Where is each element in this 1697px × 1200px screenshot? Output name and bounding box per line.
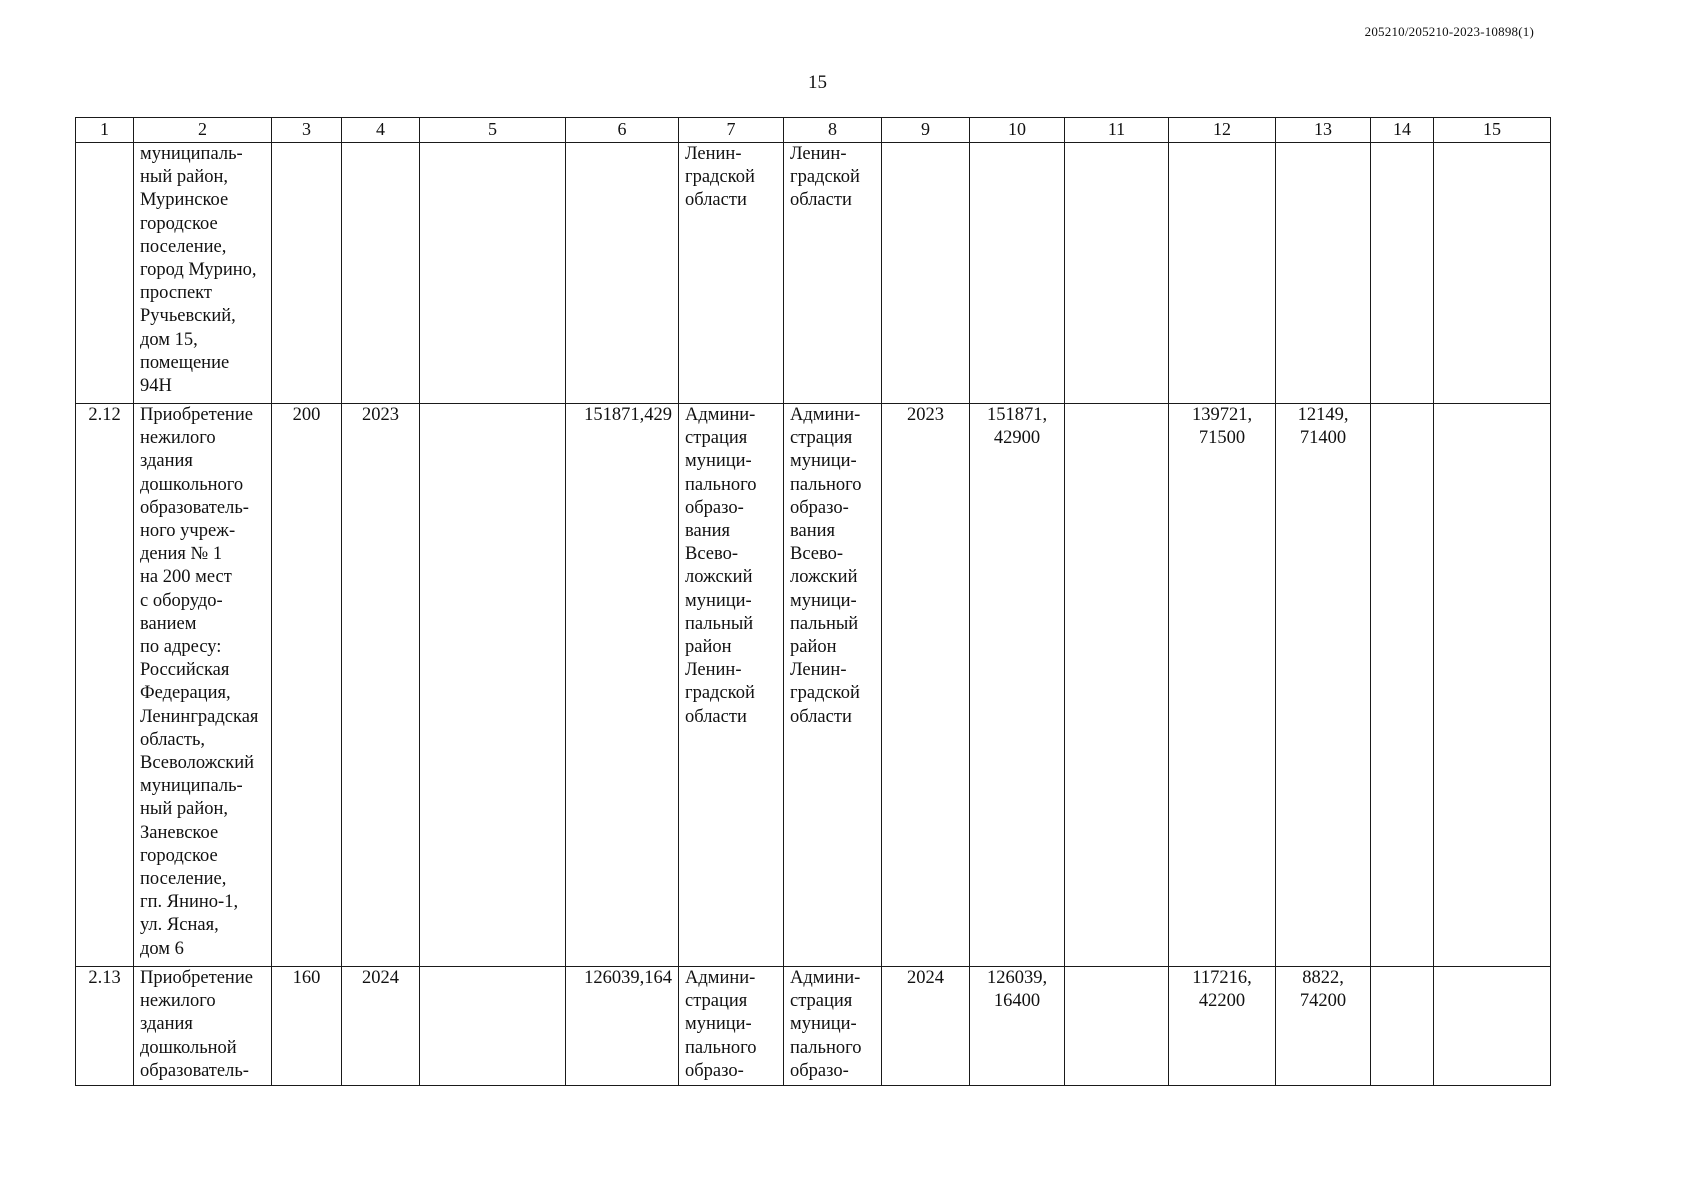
column-14-cell: [1371, 967, 1434, 1086]
column-header-1: 1: [76, 118, 134, 143]
column-header-8: 8: [784, 118, 882, 143]
total-amount-cell: 151871, 42900: [970, 404, 1065, 967]
responsible-executor-cell: Админи- страция муници- пального образо- вания Всево- ложский муници- пальный район Ленин- градской области: [679, 404, 784, 967]
column-11-cell: [1065, 967, 1169, 1086]
column-5-cell: [420, 143, 566, 404]
column-number-row: [76, 118, 1551, 143]
estimated-cost-cell: [566, 143, 679, 404]
responsible-executor-cell: Ленин- градской области: [679, 143, 784, 404]
capacity-cell: [272, 143, 342, 404]
row-number: 2.13: [76, 967, 134, 1086]
column-header-14: 14: [1371, 118, 1434, 143]
object-name-cell: Приобретение нежилого здания дошкольной образователь-: [134, 967, 272, 1086]
row-number: [76, 143, 134, 404]
column-header-13: 13: [1276, 118, 1371, 143]
financing-year-cell: 2023: [882, 404, 970, 967]
capacity-cell: 200: [272, 404, 342, 967]
table-row: [76, 143, 1551, 404]
regional-budget-cell: 117216, 42200: [1169, 967, 1276, 1086]
regional-budget-cell: [1169, 143, 1276, 404]
column-header-3: 3: [272, 118, 342, 143]
local-budget-cell: [1276, 143, 1371, 404]
table-row: [76, 404, 1551, 967]
regional-budget-cell: 139721, 71500: [1169, 404, 1276, 967]
column-header-4: 4: [342, 118, 420, 143]
column-header-9: 9: [882, 118, 970, 143]
column-header-2: 2: [134, 118, 272, 143]
column-5-cell: [420, 967, 566, 1086]
year-cell: [342, 143, 420, 404]
column-header-12: 12: [1169, 118, 1276, 143]
column-header-7: 7: [679, 118, 784, 143]
column-header-6: 6: [566, 118, 679, 143]
column-14-cell: [1371, 404, 1434, 967]
column-11-cell: [1065, 404, 1169, 967]
total-amount-cell: 126039, 16400: [970, 967, 1065, 1086]
column-14-cell: [1371, 143, 1434, 404]
row-number: 2.12: [76, 404, 134, 967]
customer-cell: Админи- страция муници- пального образо- вания Всево- ложский муници- пальный район Ленин- градской области: [784, 404, 882, 967]
year-cell: 2023: [342, 404, 420, 967]
total-amount-cell: [970, 143, 1065, 404]
customer-cell: Админи- страция муници- пального образо-: [784, 967, 882, 1086]
column-header-5: 5: [420, 118, 566, 143]
page-number: 15: [808, 72, 827, 93]
column-11-cell: [1065, 143, 1169, 404]
register-table: [75, 117, 1551, 1086]
table-row: [76, 967, 1551, 1086]
column-15-cell: [1434, 967, 1551, 1086]
customer-cell: Ленин- градской области: [784, 143, 882, 404]
column-15-cell: [1434, 143, 1551, 404]
estimated-cost-cell: 151871,429: [566, 404, 679, 967]
column-header-15: 15: [1434, 118, 1551, 143]
year-cell: 2024: [342, 967, 420, 1086]
column-header-10: 10: [970, 118, 1065, 143]
object-name-cell: муниципаль- ный район, Муринское городское поселение, город Мурино, проспект Ручьевский, дом 15, помещение 94Н: [134, 143, 272, 404]
document-registration-number: 205210/205210-2023-10898(1): [1364, 24, 1534, 39]
local-budget-cell: 12149, 71400: [1276, 404, 1371, 967]
financing-year-cell: 2024: [882, 967, 970, 1086]
column-header-11: 11: [1065, 118, 1169, 143]
column-15-cell: [1434, 404, 1551, 967]
local-budget-cell: 8822, 74200: [1276, 967, 1371, 1086]
responsible-executor-cell: Админи- страция муници- пального образо-: [679, 967, 784, 1086]
capacity-cell: 160: [272, 967, 342, 1086]
estimated-cost-cell: 126039,164: [566, 967, 679, 1086]
column-5-cell: [420, 404, 566, 967]
financing-year-cell: [882, 143, 970, 404]
object-name-cell: Приобретение нежилого здания дошкольного образователь- ного учреж- дения № 1 на 200 мест с оборудо- ванием по адресу: Российская Федерация, Ленинградская область, Всеволожский муниципаль- ный район, Заневское городское поселение, гп. Янино-1, ул. Ясная, дом 6: [134, 404, 272, 967]
